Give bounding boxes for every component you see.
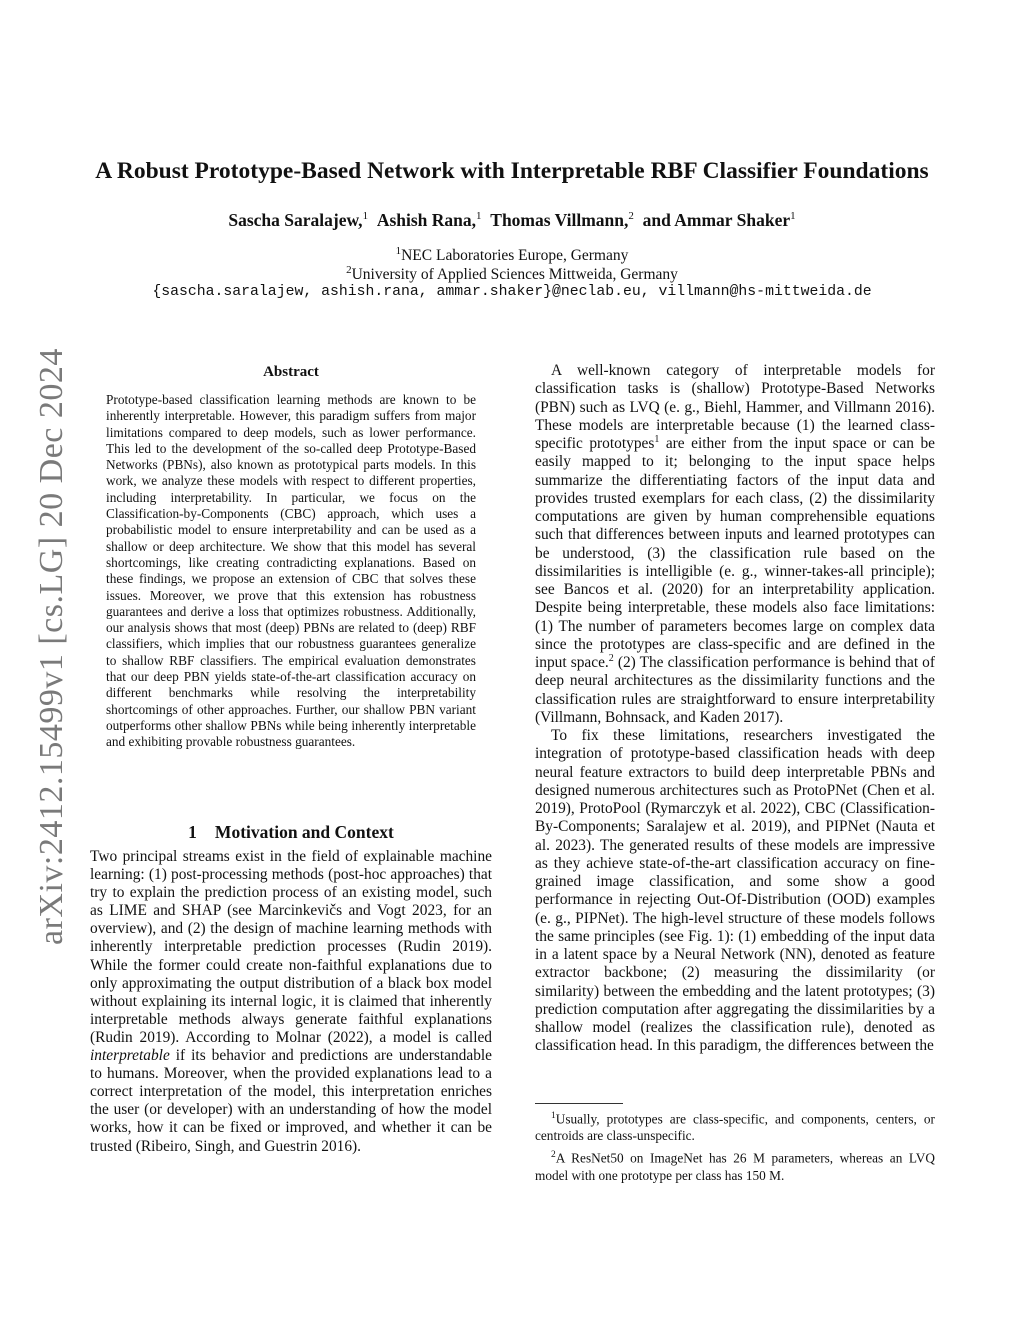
section-number: 1 <box>188 822 197 842</box>
paragraph: A well-known category of interpretable models for classification tasks is (shallow) Prototype-Based Networks (PBN) such as LVQ (e. g., Biehl, Hammer, and Villmann 2016). These models are interpretable because (1) the learned class-specific prototypes$^1$ are either from the input space or can be easily mapped to it; belonging to the input space helps summarize the differentiating factors of the input data and provides trusted exemplars for each class, (2) the dissimilarity computations are given by human comprehensible equations such that differences between inputs and learned prototypes can be understood, (3) the classification rule based on the dissimilarities is intelligible (e. g., winner-takes-all principle); see Bancos et al. (2020) for an interpretability application. Despite being interpretable, these models also face limitations: (1) The number of parameters becomes large on complex data since the prototypes are class-specific and are defined in the input space.$^2$ (2) The classification performance is behind that of deep neural architectures as the dissimilarity functions and the classification rules are straightforward to ensure interpretability (Villmann, Bohnsack, and Kaden 2017). <box>535 362 935 726</box>
paragraph: Two principal streams exist in the field of explainable machine learning: (1) post-processing methods (post-hoc approaches) that try to explain the prediction process of an existing model, such as LIME and SHAP (see Marcinkevičs and Vogt 2023, for an overview), and (2) the design of machine learning methods with inherently interpretable prediction processes (Rudin 2019). While the former could create non-faithful explanations due to only approximating the output distribution of a black box model without explaining its internal logic, it is claimed that inherently interpretable methods always generate faithful explanations (Rudin 2019). According to Molnar (2022), a model is called interpretable if its behavior and predictions are understandable to humans. Moreover, when the provided explanations lead to a correct interpretation of the model, this interpretation enriches the user (or developer) with an understanding of how the model works, how it can be fixed or improved, and whether it can be trusted (Ribeiro, Singh, and Guestrin 2016). <box>90 848 492 1155</box>
author-4: and Ammar Shaker$^1$ <box>642 210 796 230</box>
arxiv-identifier-stamp[interactable]: arXiv:2412.15499v1 [cs.LG] 20 Dec 2024 <box>33 348 70 945</box>
paper-title: A Robust Prototype-Based Network with Interpretable RBF Classifier Foundations <box>95 158 929 184</box>
section-body-left <box>90 848 492 1156</box>
footnote-2: $^2$A ResNet50 on ImageNet has 26 M parameters, whereas an LVQ model with one prototype per class has 150 M. <box>535 1150 935 1183</box>
section-title: Motivation and Context <box>214 822 394 842</box>
section-heading <box>90 822 492 843</box>
footnotes <box>535 1108 935 1187</box>
footnote-1: $^1$Usually, prototypes are class-specific, and components, centers, or centroids are class-unspecific. <box>535 1111 935 1144</box>
footnote-ref-2[interactable]: 2 <box>608 652 614 664</box>
abstract-text: Prototype-based classification learning methods are known to be inherently interpretable. However, this paradigm suffers from major limitations compared to deep models, such as lower performance. This led to the development of the so-called deep Prototype-Based Networks (PBNs), also known as prototypical parts models. In this work, we analyze these models with respect to different properties, including interpretability. In particular, we focus on the Classification-by-Components (CBC) approach, which uses a probabilistic model to ensure interpretability and can be used as a shallow or deep architecture. We show that this model has several shortcomings, like creating contradicting explanations. Based on these findings, we propose an extension of CBC that solves these issues. Moreover, we prove that this extension has robustness guarantees and derive a loss that optimizes robustness. Additionally, our analysis shows that most (deep) PBNs are related to (deep) RBF classifiers, which implies that our robustness guarantees generalize to shallow RBF classifiers. The empirical evaluation demonstrates that our deep PBN yields state-of-the-art classification accuracy on different benchmarks while resolving the interpretability shortcomings of other approaches. Further, our shallow PBN variant outperforms other shallow PBNs while being inherently interpretable and exhibiting provable robustness guarantees. <box>106 392 476 750</box>
affiliation-2: $^2$University of Applied Sciences Mittweida, Germany <box>346 264 678 284</box>
author-3: Thomas Villmann,$^2$ <box>490 210 634 230</box>
author-list <box>40 210 984 231</box>
author-emails[interactable]: {sascha.saralajew, ashish.rana, ammar.shaker}@neclab.eu, villmann@hs-mittweida.de <box>152 284 872 300</box>
author-2: Ashish Rana,$^1$ <box>376 210 482 230</box>
section-body-right <box>535 362 935 1056</box>
abstract-heading: Abstract <box>263 364 319 380</box>
paragraph: To fix these limitations, researchers investigated the integration of prototype-based classification heads with deep neural feature extractors to build deep interpretable PBNs and designed numerous architectures such as ProtoPNet (Chen et al. 2019), ProtoPool (Rymarczyk et al. 2022), CBC (Classification-By-Components; Saralajew et al. 2019), and PIPNet (Nauta et al. 2023). The generated results of these models are impressive as they achieve state-of-the-art classification accuracy on fine-grained image classification, and some show a good performance in rejecting Out-Of-Distribution (OOD) examples (e. g., PIPNet). The high-level structure of these models follows the same principles (see Fig. 1): (1) embedding of the input data in a latent space by a Neural Network (NN), denoted as feature extractor backbone; (2) measuring the dissimilarity (or similarity) between the embedding and the latent prototypes; (3) prediction computation after aggregating the dissimilarities by a shallow model (realizes the classification rule), denoted as classification head. In this paradigm, the differences between the <box>535 727 935 1055</box>
author-1: Sascha Saralajew,$^1$ <box>228 210 369 230</box>
affiliation-1: $^1$NEC Laboratories Europe, Germany <box>395 245 629 265</box>
footnote-rule <box>535 1103 623 1104</box>
footnote-ref-1[interactable]: 1 <box>654 433 660 445</box>
